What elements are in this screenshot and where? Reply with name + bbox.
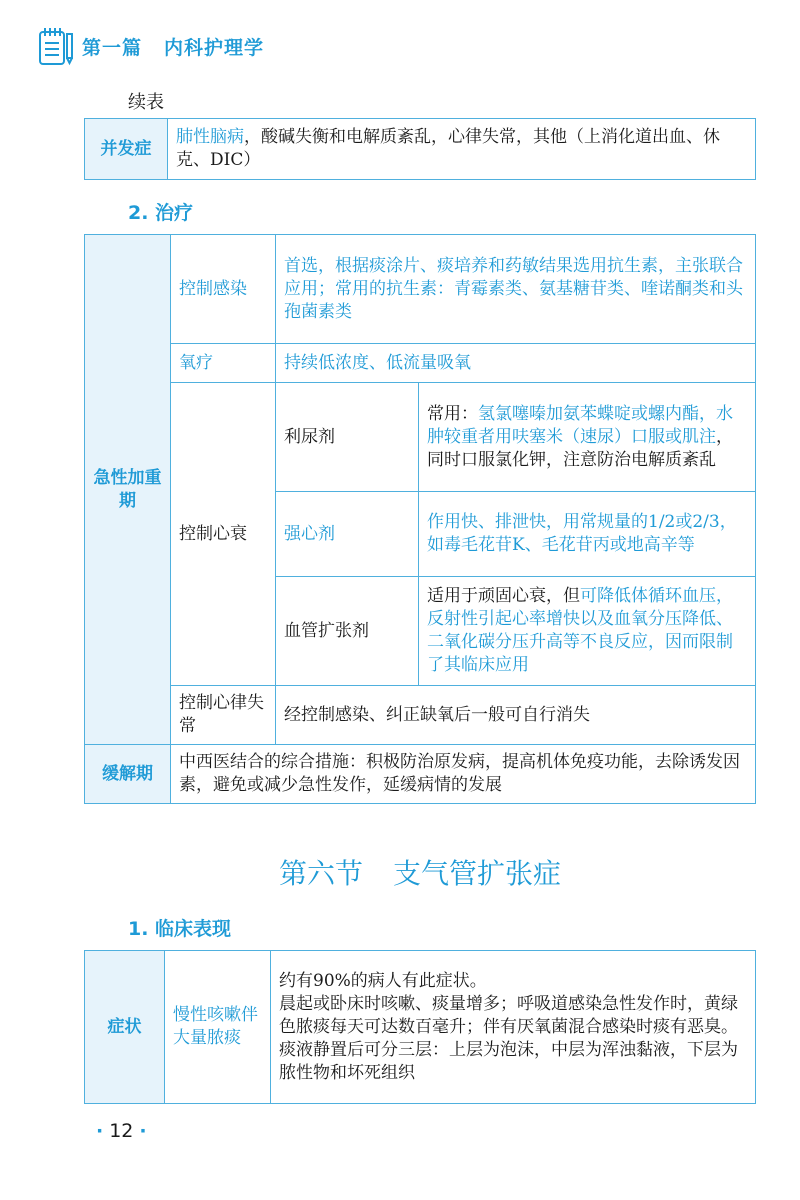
vasodilator-text <box>419 577 756 686</box>
symptom-description <box>271 951 756 1104</box>
diuretic-suffix: ，同时口服氯化钾，注意防治电解质紊乱 <box>427 426 733 470</box>
cardiotonic-label: 强心剂 <box>276 492 419 577</box>
clinical-table <box>84 950 756 1104</box>
section-number: 第六节 <box>278 857 363 890</box>
complication-rest: ，酸碱失衡和电解质紊乱，心律失常，其他（上消化道出血、休克、DIC） <box>176 127 720 170</box>
acute-phase-label <box>85 235 171 745</box>
treatment-table <box>84 234 756 804</box>
infection-text: 首选，根据痰涂片、痰培养和药敏结果选用抗生素，主张联合应用；常用的抗生素：青霉素类、氨基糖苷类、喹诺酮类和头孢菌素类 <box>276 235 756 344</box>
header-part: 第一篇 <box>82 36 143 59</box>
symptom-line: 约有90%的病人有此症状。 <box>279 970 487 991</box>
oxygen-label: 氧疗 <box>171 344 276 383</box>
heart-failure-label: 控制心衰 <box>171 383 276 686</box>
infection-label: 控制感染 <box>171 235 276 344</box>
page-header <box>38 26 264 66</box>
page-number-text: 12 <box>109 1120 134 1142</box>
acute-phase-label-text: 急性加重期 <box>93 467 162 511</box>
remission-label: 缓解期 <box>85 745 171 804</box>
diuretic-text <box>419 383 756 492</box>
diuretic-label: 利尿剂 <box>276 383 419 492</box>
section-name: 支气管扩张症 <box>393 857 562 890</box>
symptom-label: 症状 <box>85 951 165 1104</box>
complication-table <box>84 118 756 180</box>
complication-content <box>168 119 756 180</box>
oxygen-text: 持续低浓度、低流量吸氧 <box>276 344 756 383</box>
diuretic-highlight: 氢氯噻嗪加氨苯蝶啶或螺内酯，水肿较重者用呋塞米（速尿）口服或肌注 <box>427 403 733 447</box>
arrhythmia-text: 经控制感染、纠正缺氧后一般可自行消失 <box>276 686 756 745</box>
symptom-name: 慢性咳嗽伴大量脓痰 <box>165 951 271 1104</box>
notebook-pencil-icon <box>38 26 74 66</box>
treatment-heading: 2. 治疗 <box>128 202 194 224</box>
vasodilator-prefix: 适用于顽固心衰，但 <box>427 586 580 606</box>
remission-text: 中西医结合的综合措施：积极防治原发病，提高机体免疫功能，去除诱发因素，避免或减少急性发作，延缓病情的发展 <box>171 745 756 804</box>
cardiotonic-text: 作用快、排泄快，用常规量的1/2或2/3，如毒毛花苷K、毛花苷丙或地高辛等 <box>419 492 756 577</box>
page-dot-left: · <box>96 1120 104 1142</box>
header-title <box>82 33 264 60</box>
clinical-heading: 1. 临床表现 <box>128 918 232 940</box>
symptom-line: 晨起或卧床时咳嗽、痰量增多；呼吸道感染急性发作时，黄绿色脓痰每天可达数百毫升；伴有厌氧菌混合感染时痰有恶臭。 <box>279 993 738 1037</box>
header-subject: 内科护理学 <box>164 36 265 59</box>
symptom-line: 痰液静置后可分三层：上层为泡沫，中层为浑浊黏液，下层为脓性物和坏死组织 <box>279 1039 738 1083</box>
section-title <box>0 852 800 892</box>
diuretic-prefix: 常用： <box>427 403 478 424</box>
vasodilator-label: 血管扩张剂 <box>276 577 419 686</box>
continued-label: 续表 <box>128 92 164 113</box>
complication-highlight: 肺性脑病 <box>176 127 244 147</box>
complication-label: 并发症 <box>85 119 168 180</box>
page-number <box>90 1120 153 1142</box>
arrhythmia-label: 控制心律失常 <box>171 686 276 745</box>
vasodilator-highlight: 可降低体循环血压，反射性引起心率增快以及血氧分压降低、二氧化碳分压升高等不良反应，因而限制了其临床应用 <box>427 586 733 675</box>
page-dot-right: · <box>139 1120 147 1142</box>
